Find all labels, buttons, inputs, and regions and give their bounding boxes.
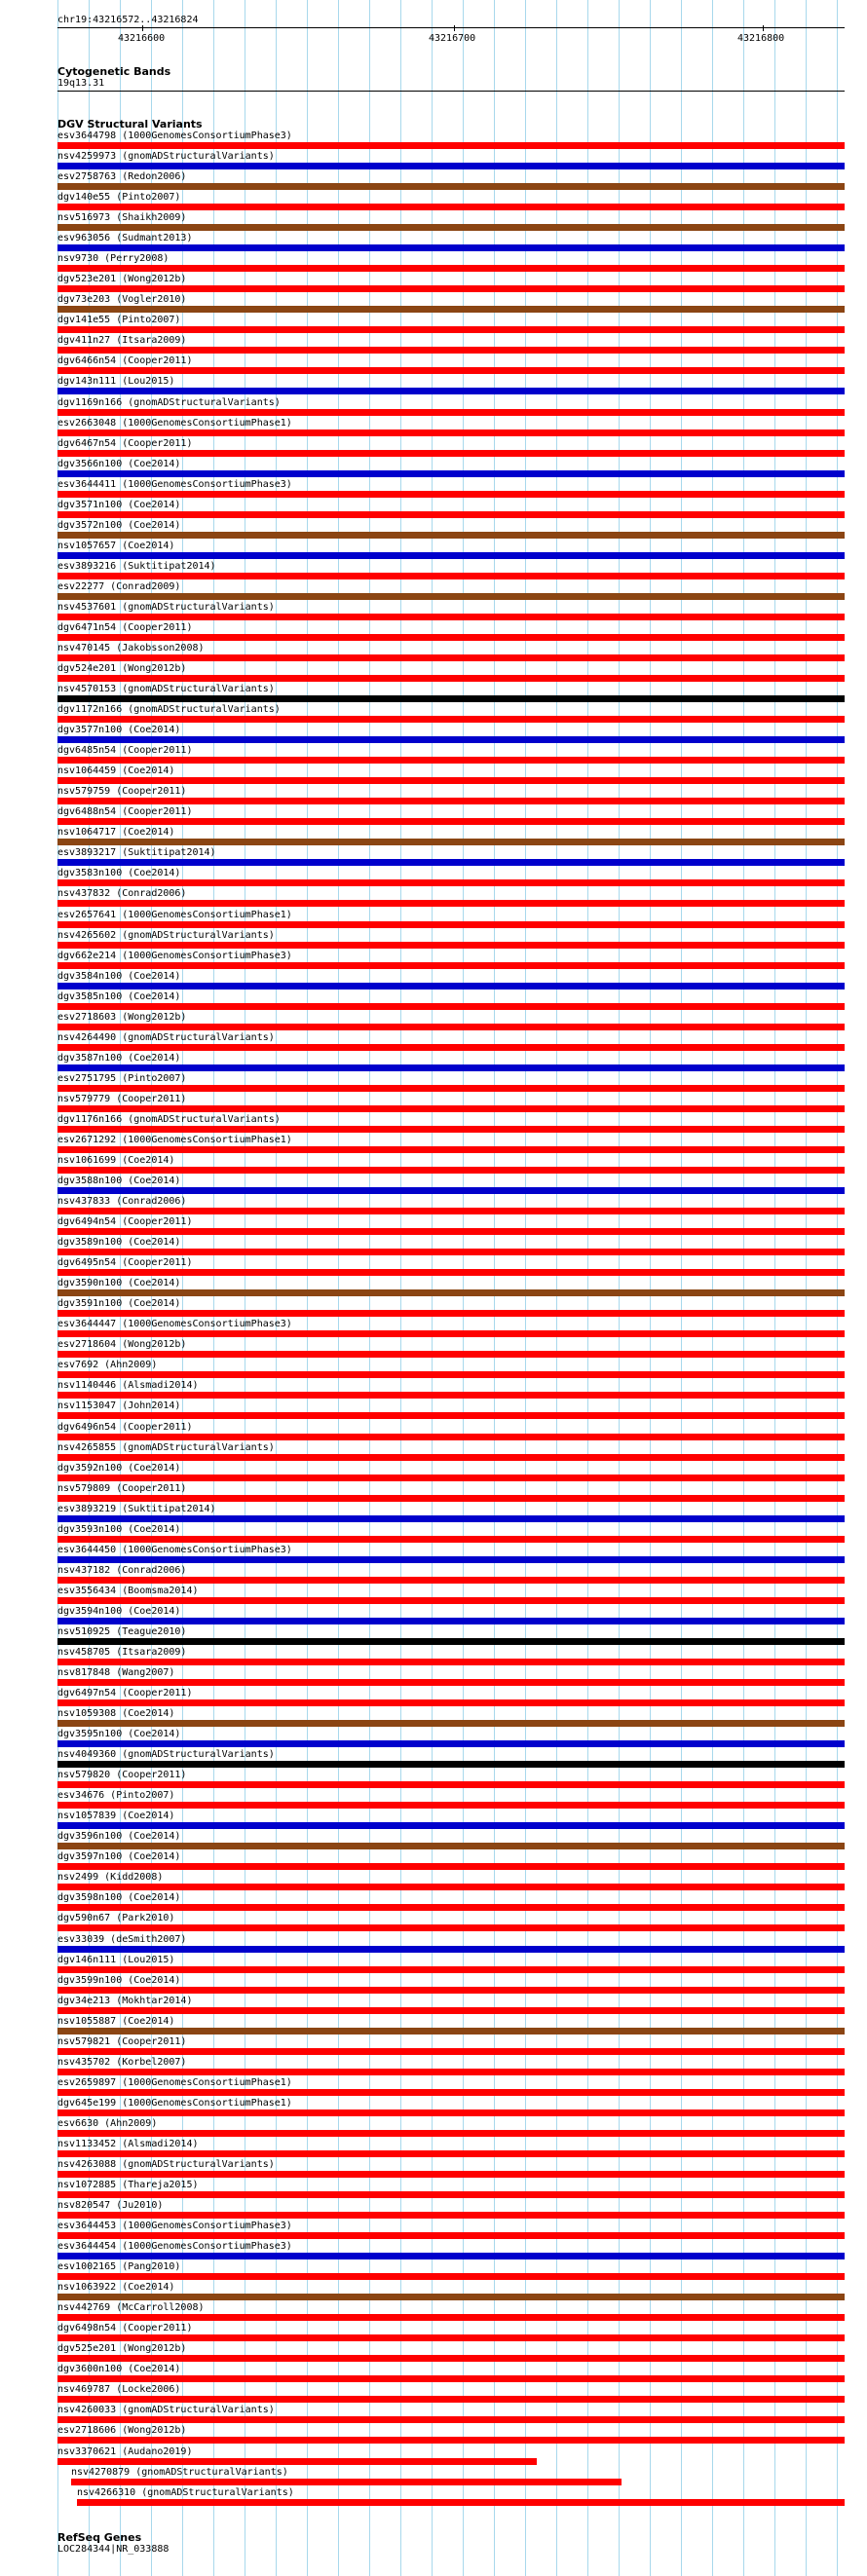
ruler-tick xyxy=(454,25,455,31)
variant-label[interactable]: dgv3600n100 (Coe2014) xyxy=(57,2364,181,2374)
variant-bar[interactable] xyxy=(57,244,845,251)
variant-label[interactable]: nsv516973 (Shaikh2009) xyxy=(57,212,187,223)
variant-label[interactable]: nsv1057657 (Coe2014) xyxy=(57,541,175,551)
variant-label[interactable]: nsv4265855 (gnomADStructuralVariants) xyxy=(57,1442,275,1453)
variant-bar[interactable] xyxy=(57,1024,845,1030)
variant-bar[interactable] xyxy=(57,736,845,743)
variant-bar[interactable] xyxy=(57,2007,845,2014)
variant-bar[interactable] xyxy=(57,1802,845,1809)
variant-bar[interactable] xyxy=(57,1434,845,1440)
variant-label[interactable]: dgv1169n166 (gnomADStructuralVariants) xyxy=(57,397,281,408)
grid-line xyxy=(276,0,277,2576)
variant-bar[interactable] xyxy=(57,1966,845,1973)
variant-bar[interactable] xyxy=(57,532,845,539)
variant-label[interactable]: nsv1140446 (Alsmadi2014) xyxy=(57,1380,199,1391)
variant-label[interactable]: esv6630 (Ahn2009) xyxy=(57,2118,158,2129)
variant-bar[interactable] xyxy=(57,326,845,333)
variant-label[interactable]: dgv3597n100 (Coe2014) xyxy=(57,1851,181,1862)
variant-label[interactable]: nsv470145 (Jakobsson2008) xyxy=(57,643,205,653)
grid-line xyxy=(587,0,588,2576)
variant-label[interactable]: esv2657641 (1000GenomesConsortiumPhase1) xyxy=(57,910,292,920)
grid-line xyxy=(837,0,838,2576)
variant-label[interactable]: esv3893217 (Suktitipat2014) xyxy=(57,847,216,858)
variant-label[interactable]: dgv3571n100 (Coe2014) xyxy=(57,500,181,510)
grid-line xyxy=(463,0,464,2576)
variant-bar[interactable] xyxy=(57,552,845,559)
variant-bar[interactable] xyxy=(57,511,845,518)
variant-label[interactable]: dgv141e55 (Pinto2007) xyxy=(57,315,181,325)
variant-bar[interactable] xyxy=(57,634,845,641)
variant-bar[interactable] xyxy=(57,491,845,498)
variant-label[interactable]: esv2718604 (Wong2012b) xyxy=(57,1339,187,1350)
variant-bar[interactable] xyxy=(57,183,845,190)
variant-bar[interactable] xyxy=(57,163,845,169)
variant-bar[interactable] xyxy=(57,798,845,804)
variant-bar[interactable] xyxy=(57,1720,845,1727)
variant-bar[interactable] xyxy=(57,962,845,969)
variant-bar[interactable] xyxy=(57,1987,845,1994)
variant-label[interactable]: dgv3592n100 (Coe2014) xyxy=(57,1463,181,1474)
variant-bar[interactable] xyxy=(57,1003,845,1010)
variant-bar[interactable] xyxy=(57,2375,845,2382)
variant-label[interactable]: dgv3595n100 (Coe2014) xyxy=(57,1729,181,1739)
variant-bar[interactable] xyxy=(57,1843,845,1849)
variant-bar[interactable] xyxy=(57,2130,845,2137)
variant-label[interactable]: esv2671292 (1000GenomesConsortiumPhase1) xyxy=(57,1135,292,1145)
ruler-axis xyxy=(57,27,845,28)
variant-label[interactable]: nsv4537601 (gnomADStructuralVariants) xyxy=(57,602,275,613)
variant-label[interactable]: nsv2499 (Kidd2008) xyxy=(57,1872,164,1883)
variant-label[interactable]: nsv579820 (Cooper2011) xyxy=(57,1770,187,1780)
variant-label[interactable]: esv3644454 (1000GenomesConsortiumPhase3) xyxy=(57,2241,292,2252)
variant-label[interactable]: dgv3589n100 (Coe2014) xyxy=(57,1237,181,1248)
variant-label[interactable]: dgv3588n100 (Coe2014) xyxy=(57,1176,181,1186)
variant-label[interactable]: dgv3587n100 (Coe2014) xyxy=(57,1053,181,1064)
ruler-tick-label: 43216700 xyxy=(429,33,476,44)
variant-bar[interactable] xyxy=(57,1167,845,1174)
cytoband-label[interactable]: 19q13.31 xyxy=(57,78,105,89)
variant-bar[interactable] xyxy=(57,1330,845,1337)
variant-label[interactable]: dgv3572n100 (Coe2014) xyxy=(57,520,181,531)
variant-bar[interactable] xyxy=(57,1822,845,1829)
grid-line xyxy=(432,0,433,2576)
variant-label[interactable]: esv2718606 (Wong2012b) xyxy=(57,2425,187,2436)
variant-label[interactable]: dgv6498n54 (Cooper2011) xyxy=(57,2323,193,2333)
variant-bar[interactable] xyxy=(57,2458,537,2465)
cytoband-bar[interactable] xyxy=(57,91,845,92)
variant-label[interactable]: nsv4259973 (gnomADStructuralVariants) xyxy=(57,151,275,162)
variant-bar[interactable] xyxy=(57,2294,845,2300)
grid-line xyxy=(307,0,308,2576)
variant-label[interactable]: esv34676 (Pinto2007) xyxy=(57,1790,175,1801)
grid-line xyxy=(525,0,526,2576)
variant-label[interactable]: dgv3594n100 (Coe2014) xyxy=(57,1606,181,1617)
variant-bar[interactable] xyxy=(57,1618,845,1624)
refseq-gene-label[interactable]: LOC284344|NR_033888 xyxy=(57,2544,170,2555)
variant-bar[interactable] xyxy=(57,900,845,907)
variant-label[interactable]: nsv1064459 (Coe2014) xyxy=(57,765,175,776)
variant-label[interactable]: nsv437182 (Conrad2006) xyxy=(57,1565,187,1576)
variant-bar[interactable] xyxy=(57,1146,845,1153)
variant-bar[interactable] xyxy=(57,388,845,394)
grid-line xyxy=(400,0,401,2576)
variant-label[interactable]: dgv3599n100 (Coe2014) xyxy=(57,1975,181,1986)
variant-label[interactable]: dgv3591n100 (Coe2014) xyxy=(57,1298,181,1309)
variant-label[interactable]: esv3644453 (1000GenomesConsortiumPhase3) xyxy=(57,2221,292,2231)
variant-label[interactable]: nsv3370621 (Audano2019) xyxy=(57,2446,193,2457)
variant-bar[interactable] xyxy=(57,142,845,149)
variant-bar[interactable] xyxy=(57,879,845,886)
variant-bar[interactable] xyxy=(57,2171,845,2178)
variant-label[interactable]: nsv437832 (Conrad2006) xyxy=(57,888,187,899)
variant-label[interactable]: dgv140e55 (Pinto2007) xyxy=(57,192,181,203)
variant-bar[interactable] xyxy=(57,1105,845,1112)
variant-bar[interactable] xyxy=(57,1495,845,1502)
variant-label[interactable]: dgv6497n54 (Cooper2011) xyxy=(57,1688,193,1699)
variant-label[interactable]: dgv34e213 (Mokhtar2014) xyxy=(57,1996,193,2006)
variant-bar[interactable] xyxy=(57,2191,845,2198)
variant-label[interactable]: esv3893216 (Suktitipat2014) xyxy=(57,561,216,572)
variant-label[interactable]: esv2659897 (1000GenomesConsortiumPhase1) xyxy=(57,2077,292,2088)
variant-label[interactable]: dgv6495n54 (Cooper2011) xyxy=(57,1257,193,1268)
variant-label[interactable]: dgv143n111 (Lou2015) xyxy=(57,376,175,387)
grid-line xyxy=(806,0,807,2576)
variant-label[interactable]: dgv3598n100 (Coe2014) xyxy=(57,1892,181,1903)
variant-label[interactable]: dgv3584n100 (Coe2014) xyxy=(57,971,181,982)
variant-bar[interactable] xyxy=(57,1126,845,1133)
variant-bar[interactable] xyxy=(57,593,845,600)
variant-bar[interactable] xyxy=(57,1863,845,1870)
variant-bar[interactable] xyxy=(57,2232,845,2239)
variant-label[interactable]: dgv1172n166 (gnomADStructuralVariants) xyxy=(57,704,281,715)
variant-label[interactable]: nsv458705 (Itsara2009) xyxy=(57,1647,187,1658)
variant-bar[interactable] xyxy=(57,1781,845,1788)
variant-bar[interactable] xyxy=(57,654,845,661)
variant-label[interactable]: esv963056 (Sudmant2013) xyxy=(57,233,193,243)
variant-bar[interactable] xyxy=(57,1454,845,1461)
variant-bar[interactable] xyxy=(57,1228,845,1235)
variant-label[interactable]: dgv3593n100 (Coe2014) xyxy=(57,1524,181,1535)
variant-bar[interactable] xyxy=(57,470,845,477)
variant-label[interactable]: dgv6494n54 (Cooper2011) xyxy=(57,1216,193,1227)
variant-label[interactable]: esv2751795 (Pinto2007) xyxy=(57,1073,187,1084)
variant-bar[interactable] xyxy=(57,2416,845,2423)
variant-label[interactable]: nsv1055887 (Coe2014) xyxy=(57,2016,175,2027)
variant-label[interactable]: dgv3577n100 (Coe2014) xyxy=(57,725,181,735)
variant-label[interactable]: dgv3596n100 (Coe2014) xyxy=(57,1831,181,1842)
variant-label[interactable]: dgv411n27 (Itsara2009) xyxy=(57,335,187,346)
variant-bar[interactable] xyxy=(57,1515,845,1522)
grid-line xyxy=(712,0,713,2576)
variant-bar[interactable] xyxy=(57,573,845,579)
variant-label[interactable]: esv1002165 (Pang2010) xyxy=(57,2261,181,2272)
variant-label[interactable]: esv3893219 (Suktitipat2014) xyxy=(57,1504,216,1514)
variant-bar[interactable] xyxy=(57,429,845,436)
variant-bar[interactable] xyxy=(57,695,845,702)
variant-label[interactable]: nsv4264490 (gnomADStructuralVariants) xyxy=(57,1032,275,1043)
variant-label[interactable]: esv3644447 (1000GenomesConsortiumPhase3) xyxy=(57,1319,292,1329)
ruler-range: chr19:43216572..43216824 xyxy=(57,15,199,25)
variant-label[interactable]: dgv3583n100 (Coe2014) xyxy=(57,868,181,878)
variant-label[interactable]: nsv579779 (Cooper2011) xyxy=(57,1094,187,1104)
variant-bar[interactable] xyxy=(57,1761,845,1768)
grid-line xyxy=(650,0,651,2576)
variant-label[interactable]: nsv4270879 (gnomADStructuralVariants) xyxy=(71,2467,288,2478)
variant-bar[interactable] xyxy=(57,2253,845,2259)
refseq-track-title[interactable]: RefSeq Genes xyxy=(57,2531,142,2544)
variant-bar[interactable] xyxy=(57,818,845,825)
variant-bar[interactable] xyxy=(57,450,845,457)
variant-label[interactable]: nsv9730 (Perry2008) xyxy=(57,253,170,264)
variant-bar[interactable] xyxy=(57,347,845,354)
variant-label[interactable]: dgv523e201 (Wong2012b) xyxy=(57,274,187,284)
variant-bar[interactable] xyxy=(77,2499,845,2506)
variant-bar[interactable] xyxy=(57,2314,845,2321)
grid-line xyxy=(556,0,557,2576)
variant-label[interactable]: nsv435702 (Korbel2007) xyxy=(57,2057,187,2068)
variant-label[interactable]: nsv1063922 (Coe2014) xyxy=(57,2282,175,2293)
variant-bar[interactable] xyxy=(57,2089,845,2096)
grid-line xyxy=(619,0,620,2576)
ruler-tick xyxy=(763,25,764,31)
variant-label[interactable]: dgv645e199 (1000GenomesConsortiumPhase1) xyxy=(57,2098,292,2109)
variant-bar[interactable] xyxy=(57,2355,845,2362)
variant-bar[interactable] xyxy=(57,1904,845,1911)
grid-line xyxy=(774,0,775,2576)
variant-label[interactable]: nsv4266310 (gnomADStructuralVariants) xyxy=(77,2487,294,2498)
variant-bar[interactable] xyxy=(57,1536,845,1543)
variant-bar[interactable] xyxy=(57,1208,845,1214)
variant-bar[interactable] xyxy=(57,839,845,845)
variant-label[interactable]: esv2758763 (Redon2006) xyxy=(57,171,187,182)
variant-label[interactable]: nsv579759 (Cooper2011) xyxy=(57,786,187,797)
grid-line xyxy=(369,0,370,2576)
variant-label[interactable]: nsv1059308 (Coe2014) xyxy=(57,1708,175,1719)
variant-label[interactable]: dgv3566n100 (Coe2014) xyxy=(57,459,181,469)
variant-bar[interactable] xyxy=(57,1679,845,1686)
variant-label[interactable]: nsv442769 (McCarroll2008) xyxy=(57,2302,205,2313)
variant-bar[interactable] xyxy=(57,2109,845,2116)
variant-bar[interactable] xyxy=(57,409,845,416)
variant-label[interactable]: dgv590n67 (Park2010) xyxy=(57,1913,175,1923)
variant-label[interactable]: nsv4260033 (gnomADStructuralVariants) xyxy=(57,2405,275,2415)
variant-bar[interactable] xyxy=(57,2150,845,2157)
variant-bar[interactable] xyxy=(57,306,845,313)
variant-label[interactable]: nsv510925 (Teague2010) xyxy=(57,1626,187,1637)
variant-label[interactable]: nsv4265602 (gnomADStructuralVariants) xyxy=(57,930,275,941)
variant-bar[interactable] xyxy=(57,2273,845,2280)
variant-label[interactable]: nsv1153047 (John2014) xyxy=(57,1400,181,1411)
variant-label[interactable]: nsv579821 (Cooper2011) xyxy=(57,2036,187,2047)
variant-label[interactable]: dgv6466n54 (Cooper2011) xyxy=(57,355,193,366)
variant-label[interactable]: esv2718603 (Wong2012b) xyxy=(57,1012,187,1023)
variant-bar[interactable] xyxy=(57,2212,845,2219)
variant-label[interactable]: esv33039 (deSmith2007) xyxy=(57,1934,187,1945)
variant-bar[interactable] xyxy=(57,1556,845,1563)
variant-bar[interactable] xyxy=(57,2069,845,2075)
variant-bar[interactable] xyxy=(57,983,845,989)
variant-label[interactable]: dgv6485n54 (Cooper2011) xyxy=(57,745,193,756)
variant-label[interactable]: esv2663048 (1000GenomesConsortiumPhase1) xyxy=(57,418,292,429)
variant-label[interactable]: dgv662e214 (1000GenomesConsortiumPhase3) xyxy=(57,951,292,961)
variant-bar[interactable] xyxy=(57,2028,845,2035)
variant-bar[interactable] xyxy=(57,859,845,866)
variant-bar[interactable] xyxy=(57,716,845,723)
grid-line xyxy=(494,0,495,2576)
variant-label[interactable]: nsv4263088 (gnomADStructuralVariants) xyxy=(57,2159,275,2170)
variant-label[interactable]: esv3644798 (1000GenomesConsortiumPhase3) xyxy=(57,131,292,141)
variant-label[interactable]: nsv437833 (Conrad2006) xyxy=(57,1196,187,1207)
variant-label[interactable]: dgv524e201 (Wong2012b) xyxy=(57,663,187,674)
variant-bar[interactable] xyxy=(57,1884,845,1890)
grid-line xyxy=(338,0,339,2576)
variant-bar[interactable] xyxy=(57,777,845,784)
variant-label[interactable]: dgv73e203 (Vogler2010) xyxy=(57,294,187,305)
variant-bar[interactable] xyxy=(57,2437,845,2444)
variant-bar[interactable] xyxy=(57,1740,845,1747)
variant-bar[interactable] xyxy=(57,1412,845,1419)
variant-label[interactable]: nsv1072885 (Thareja2015) xyxy=(57,2180,199,2190)
variant-bar[interactable] xyxy=(57,1597,845,1604)
variant-bar[interactable] xyxy=(57,2396,845,2403)
variant-label[interactable]: esv3644411 (1000GenomesConsortiumPhase3) xyxy=(57,479,292,490)
variant-label[interactable]: nsv4570153 (gnomADStructuralVariants) xyxy=(57,684,275,694)
ruler-tick-label: 43216800 xyxy=(737,33,785,44)
cytoband-track-title[interactable]: Cytogenetic Bands xyxy=(57,65,171,78)
variant-label[interactable]: dgv525e201 (Wong2012b) xyxy=(57,2343,187,2354)
variant-bar[interactable] xyxy=(57,1577,845,1584)
ruler-tick-label: 43216600 xyxy=(118,33,166,44)
variant-bar[interactable] xyxy=(57,1269,845,1276)
variant-label[interactable]: dgv6471n54 (Cooper2011) xyxy=(57,622,193,633)
variant-label[interactable]: dgv6467n54 (Cooper2011) xyxy=(57,438,193,449)
variant-bar[interactable] xyxy=(57,1946,845,1953)
variant-bar[interactable] xyxy=(57,757,845,764)
variant-bar[interactable] xyxy=(57,1638,845,1645)
variant-bar[interactable] xyxy=(57,2048,845,2055)
variant-bar[interactable] xyxy=(57,1249,845,1255)
variant-bar[interactable] xyxy=(57,1392,845,1399)
variant-bar[interactable] xyxy=(57,921,845,928)
variant-bar[interactable] xyxy=(57,1475,845,1481)
variant-bar[interactable] xyxy=(57,1659,845,1665)
variant-bar[interactable] xyxy=(57,1310,845,1317)
variant-label[interactable]: dgv1176n166 (gnomADStructuralVariants) xyxy=(57,1114,281,1125)
variant-label[interactable]: nsv1133452 (Alsmadi2014) xyxy=(57,2139,199,2149)
variant-label[interactable]: esv22277 (Conrad2009) xyxy=(57,581,181,592)
variant-bar[interactable] xyxy=(57,614,845,620)
variant-bar[interactable] xyxy=(57,1351,845,1358)
variant-bar[interactable] xyxy=(57,1085,845,1092)
variant-label[interactable]: dgv146n111 (Lou2015) xyxy=(57,1955,175,1965)
variant-bar[interactable] xyxy=(57,2334,845,2341)
grid-line xyxy=(213,0,214,2576)
variant-label[interactable]: esv3644450 (1000GenomesConsortiumPhase3) xyxy=(57,1545,292,1555)
variant-label[interactable]: nsv1064717 (Coe2014) xyxy=(57,827,175,838)
dgv-track-title[interactable]: DGV Structural Variants xyxy=(57,118,203,131)
variant-bar[interactable] xyxy=(57,285,845,292)
variant-label[interactable]: dgv3590n100 (Coe2014) xyxy=(57,1278,181,1288)
variant-label[interactable]: nsv1057839 (Coe2014) xyxy=(57,1811,175,1821)
variant-bar[interactable] xyxy=(57,224,845,231)
variant-label[interactable]: dgv3585n100 (Coe2014) xyxy=(57,991,181,1002)
variant-bar[interactable] xyxy=(57,1187,845,1194)
variant-label[interactable]: nsv4049360 (gnomADStructuralVariants) xyxy=(57,1749,275,1760)
variant-bar[interactable] xyxy=(57,1371,845,1378)
variant-label[interactable]: nsv579809 (Cooper2011) xyxy=(57,1483,187,1494)
variant-bar[interactable] xyxy=(57,675,845,682)
variant-bar[interactable] xyxy=(57,367,845,374)
variant-bar[interactable] xyxy=(71,2479,622,2485)
variant-label[interactable]: nsv1061699 (Coe2014) xyxy=(57,1155,175,1166)
variant-label[interactable]: nsv469787 (Locke2006) xyxy=(57,2384,181,2395)
variant-label[interactable]: dgv6488n54 (Cooper2011) xyxy=(57,806,193,817)
variant-label[interactable]: esv3556434 (Boomsma2014) xyxy=(57,1586,199,1596)
grid-line xyxy=(743,0,744,2576)
variant-bar[interactable] xyxy=(57,942,845,949)
variant-bar[interactable] xyxy=(57,204,845,210)
variant-bar[interactable] xyxy=(57,1289,845,1296)
variant-label[interactable]: nsv817848 (Wang2007) xyxy=(57,1667,175,1678)
variant-bar[interactable] xyxy=(57,1699,845,1706)
grid-line xyxy=(681,0,682,2576)
variant-label[interactable]: dgv6496n54 (Cooper2011) xyxy=(57,1422,193,1433)
variant-bar[interactable] xyxy=(57,1044,845,1051)
ruler-tick xyxy=(142,25,143,31)
variant-label[interactable]: nsv820547 (Ju2010) xyxy=(57,2200,164,2211)
variant-bar[interactable] xyxy=(57,1064,845,1071)
variant-bar[interactable] xyxy=(57,265,845,272)
variant-label[interactable]: esv7692 (Ahn2009) xyxy=(57,1360,158,1370)
variant-bar[interactable] xyxy=(57,1924,845,1931)
